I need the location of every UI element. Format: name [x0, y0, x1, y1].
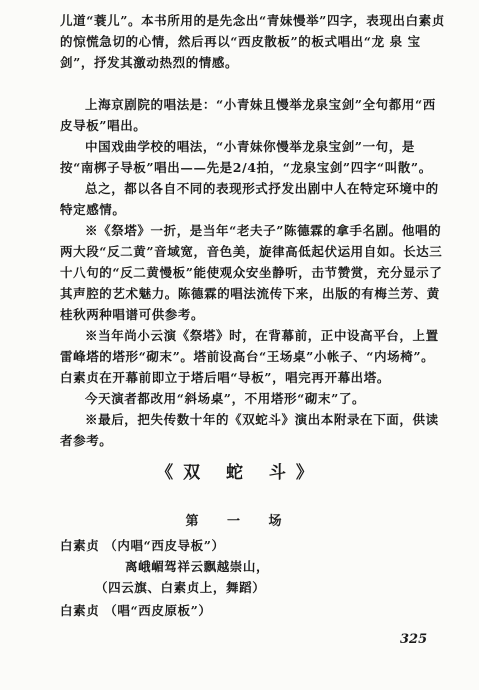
script-line-4: 白素贞 （唱“西皮原板”） — [60, 603, 212, 618]
script-line-2: 离峨嵋驾祥云飘越崇山， — [125, 559, 270, 574]
script-line-3: （四云旗、白素贞上，舞蹈） — [95, 580, 266, 595]
scene-heading: 第 一 场 — [185, 514, 294, 529]
paragraph-4: 总之，都以各自不同的表现形式抒发出剧中人在特定环境中的特定感情。 — [60, 181, 439, 217]
paragraph-6: ※当年尚小云演《祭塔》时，在背幕前，正中设高平台，上置雷峰塔的塔形“砌末”。塔前设高台“王场桌”小帐子、“内场椅”。白素贞在开幕前即立于塔后唱“导板”，唱完再开幕出塔。 — [60, 328, 439, 385]
paragraph-8: ※最后，把失传数十年的《双蛇斗》演出本附录在下面，供读者参考。 — [60, 412, 439, 448]
paragraph-2: 上海京剧院的唱法是：“小青妹且慢举龙泉宝剑”全句都用“西皮导板”唱出。 — [60, 97, 436, 133]
page-number: 325 — [400, 632, 428, 647]
paragraph-7: 今天演者都改用“斜场桌”，不用塔形“砌末”了。 — [85, 391, 366, 406]
paragraph-5: ※《祭塔》一折，是当年“老夫子”陈德霖的拿手名剧。他唱的两大段“反二黄”音域宽，音色美，旋律高低起伏运用自如。长达三十八句的“反二黄慢板”能使观众安坐静听，击节赞赏，充分显示了其声腔的艺术魅力。陈德霖的唱法流传下来，出版的有梅兰芳、黄桂秋两种唱谱可供参考。 — [60, 223, 443, 322]
play-title: 《双 蛇 斗》 — [156, 463, 323, 483]
script-line-1: 白素贞 （内唱“西皮导板”） — [60, 538, 225, 553]
paragraph-3: 中国戏曲学校的唱法，“小青妹你慢举龙泉宝剑”一句，是按“南梆子导板”唱出——先是2/4拍，“龙泉宝剑”四字“叫散”。 — [60, 139, 432, 175]
paragraph-1: 儿道“蓑儿”。本书所用的是先念出“青妹慢举”四字，表现出白素贞的惊慌急切的心情，然后再以“西皮散板”的板式唱出“龙 泉 宝剑”，抒发其激动热烈的情感。 — [60, 13, 445, 70]
